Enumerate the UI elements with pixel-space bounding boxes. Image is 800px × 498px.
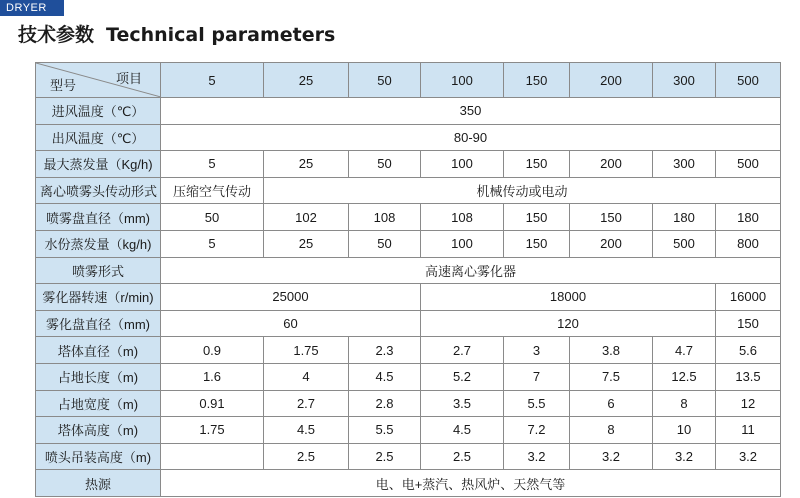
- table-cell: 4: [264, 363, 349, 390]
- model-header: 50: [349, 63, 421, 98]
- row-label: 喷头吊装高度（m): [36, 443, 161, 470]
- table-cell: 3.2: [570, 443, 653, 470]
- table-cell: 4.7: [653, 337, 716, 364]
- table-cell: 2.8: [349, 390, 421, 417]
- table-cell: 3: [504, 337, 570, 364]
- model-header: 150: [504, 63, 570, 98]
- header-row: [36, 63, 781, 98]
- table-cell: 25: [264, 230, 349, 257]
- table-cell: 13.5: [716, 363, 781, 390]
- row-label: 水份蒸发量（kg/h): [36, 230, 161, 257]
- table-row: [36, 204, 781, 231]
- table-cell: 18000: [421, 284, 716, 311]
- model-header: 25: [264, 63, 349, 98]
- row-label: 雾化盘直径（mm): [36, 310, 161, 337]
- table-cell: 2.5: [264, 443, 349, 470]
- table-cell: 压缩空气传动: [161, 177, 264, 204]
- row-label: 塔体高度（m): [36, 417, 161, 444]
- table-cell: 50: [349, 230, 421, 257]
- table-cell: 3.5: [421, 390, 504, 417]
- table-cell: 7.2: [504, 417, 570, 444]
- table-cell: 150: [504, 151, 570, 178]
- table-body: [36, 63, 781, 497]
- table-row: [36, 257, 781, 284]
- table-cell: 180: [716, 204, 781, 231]
- table-cell: 1.75: [264, 337, 349, 364]
- table-row: [36, 151, 781, 178]
- table-cell: 10: [653, 417, 716, 444]
- corner-model-label: 型号: [50, 78, 77, 93]
- row-label: 塔体直径（m): [36, 337, 161, 364]
- row-label: 喷雾盘直径（mm): [36, 204, 161, 231]
- table-cell: 12: [716, 390, 781, 417]
- table-cell: 7.5: [570, 363, 653, 390]
- table-cell: 0.91: [161, 390, 264, 417]
- table-cell: 150: [716, 310, 781, 337]
- table-cell: 50: [349, 151, 421, 178]
- table-cell: 150: [570, 204, 653, 231]
- table-cell: 108: [349, 204, 421, 231]
- table-cell: 5.5: [349, 417, 421, 444]
- table-row: [36, 470, 781, 497]
- table-cell: 180: [653, 204, 716, 231]
- table-cell: 100: [421, 230, 504, 257]
- table-cell: 80-90: [161, 124, 781, 151]
- table-cell: 3.2: [504, 443, 570, 470]
- table-row: [36, 230, 781, 257]
- table-row: [36, 443, 781, 470]
- table-cell: 0.9: [161, 337, 264, 364]
- table-cell: 7: [504, 363, 570, 390]
- row-label: 喷雾形式: [36, 257, 161, 284]
- brand-tag: DRYER: [0, 0, 64, 16]
- model-header: 200: [570, 63, 653, 98]
- table-cell: 4.5: [421, 417, 504, 444]
- table-cell: 5.2: [421, 363, 504, 390]
- table-cell: 8: [570, 417, 653, 444]
- row-label: 占地长度（m): [36, 363, 161, 390]
- table-cell: 16000: [716, 284, 781, 311]
- table-cell: 200: [570, 151, 653, 178]
- table-cell: [161, 443, 264, 470]
- table-cell: 500: [653, 230, 716, 257]
- row-label: 最大蒸发量（Kg/h): [36, 151, 161, 178]
- table-cell: 25000: [161, 284, 421, 311]
- table-cell: 2.7: [421, 337, 504, 364]
- table-cell: 2.7: [264, 390, 349, 417]
- table-cell: 5.5: [504, 390, 570, 417]
- table-cell: 50: [161, 204, 264, 231]
- table-row: [36, 177, 781, 204]
- model-header: 300: [653, 63, 716, 98]
- table-cell: 200: [570, 230, 653, 257]
- row-label: 占地宽度（m): [36, 390, 161, 417]
- parameters-table: [35, 62, 781, 497]
- table-row: [36, 417, 781, 444]
- table-cell: 电、电+蒸汽、热风炉、天然气等: [161, 470, 781, 497]
- table-cell: 11: [716, 417, 781, 444]
- table-cell: 高速离心雾化器: [161, 257, 781, 284]
- model-header: 5: [161, 63, 264, 98]
- table-row: [36, 124, 781, 151]
- table-cell: 120: [421, 310, 716, 337]
- title-en: Technical parameters: [106, 24, 336, 46]
- table-cell: 150: [504, 230, 570, 257]
- table-cell: 100: [421, 151, 504, 178]
- table-cell: 6: [570, 390, 653, 417]
- table-row: [36, 390, 781, 417]
- table-cell: 5: [161, 230, 264, 257]
- row-label: 进风温度（℃）: [36, 98, 161, 125]
- table-cell: 8: [653, 390, 716, 417]
- table-cell: 500: [716, 151, 781, 178]
- table-row: [36, 363, 781, 390]
- corner-cell: [36, 63, 161, 98]
- model-header: 100: [421, 63, 504, 98]
- table-cell: 25: [264, 151, 349, 178]
- table-cell: 2.5: [421, 443, 504, 470]
- table-cell: 4.5: [264, 417, 349, 444]
- corner-item-label: 项目: [115, 71, 142, 86]
- title-zh: 技术参数: [18, 24, 95, 46]
- table-row: [36, 284, 781, 311]
- table-cell: 5.6: [716, 337, 781, 364]
- table-row: [36, 310, 781, 337]
- table-cell: 4.5: [349, 363, 421, 390]
- table-row: [36, 337, 781, 364]
- table-row: [36, 98, 781, 125]
- table-cell: 350: [161, 98, 781, 125]
- table-cell: 2.5: [349, 443, 421, 470]
- table-cell: 102: [264, 204, 349, 231]
- table-cell: 1.75: [161, 417, 264, 444]
- page-title: [18, 20, 335, 47]
- table-cell: 60: [161, 310, 421, 337]
- table-cell: 5: [161, 151, 264, 178]
- table-cell: 150: [504, 204, 570, 231]
- table-cell: 1.6: [161, 363, 264, 390]
- table-cell: 3.2: [653, 443, 716, 470]
- model-header: 500: [716, 63, 781, 98]
- table-cell: 3.8: [570, 337, 653, 364]
- table-cell: 2.3: [349, 337, 421, 364]
- row-label: 出风温度（℃）: [36, 124, 161, 151]
- table-cell: 108: [421, 204, 504, 231]
- row-label: 热源: [36, 470, 161, 497]
- table-cell: 机械传动或电动: [264, 177, 781, 204]
- table-cell: 12.5: [653, 363, 716, 390]
- row-label: 雾化器转速（r/min): [36, 284, 161, 311]
- table-cell: 3.2: [716, 443, 781, 470]
- table-cell: 800: [716, 230, 781, 257]
- table-cell: 300: [653, 151, 716, 178]
- row-label: 离心喷雾头传动形式: [36, 177, 161, 204]
